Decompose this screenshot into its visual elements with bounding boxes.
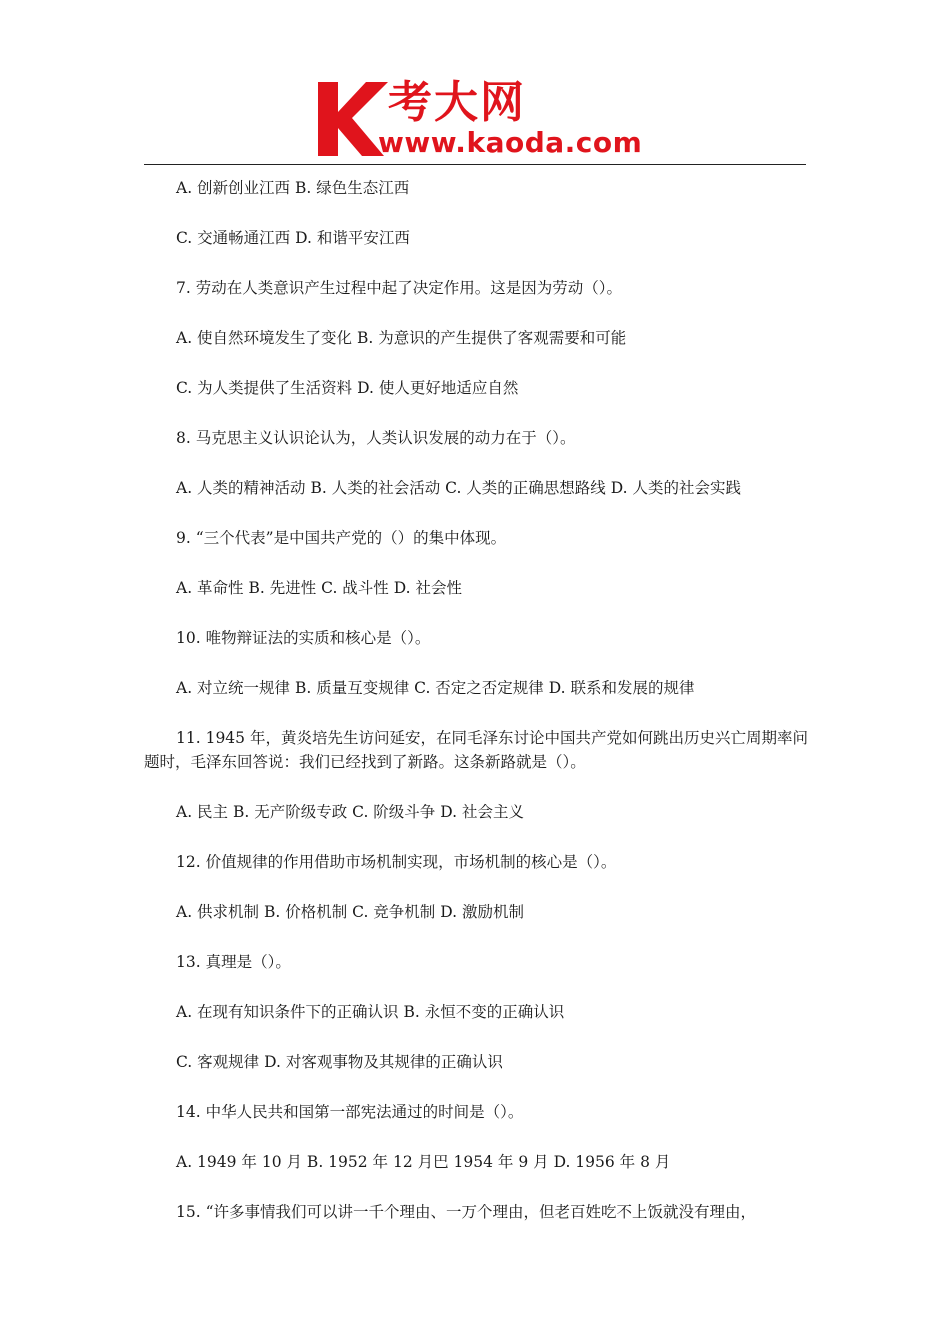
text-line: C. 交通畅通江西 D. 和谐平安江西 xyxy=(176,229,410,247)
header-divider xyxy=(144,164,806,165)
question-15: 15. “许多事情我们可以讲一千个理由、一万个理由，但老百姓吃不上饭就没有理由， xyxy=(176,1203,757,1221)
text-line: A. 革命性 B. 先进性 C. 战斗性 D. 社会性 xyxy=(176,579,462,597)
logo-brand-text: 考大网 xyxy=(388,77,526,128)
text-line: A. 供求机制 B. 价格机制 C. 竞争机制 D. 激励机制 xyxy=(176,903,524,921)
question-8: 8. 马克思主义认识论认为，人类认识发展的动力在于（）。 xyxy=(176,429,576,447)
logo-url-text: www.kaoda.com xyxy=(378,126,643,159)
text-line: A. 使自然环境发生了变化 B. 为意识的产生提供了客观需要和可能 xyxy=(176,329,627,347)
text-line: A. 人类的精神活动 B. 人类的社会活动 C. 人类的正确思想路线 D. 人类的社会实践 xyxy=(176,479,741,497)
text-line: A. 民主 B. 无产阶级专政 C. 阶级斗争 D. 社会主义 xyxy=(176,803,524,821)
question-9: 9. “三个代表”是中国共产党的（）的集中体现。 xyxy=(176,529,507,547)
question-12: 12. 价值规律的作用借助市场机制实现，市场机制的核心是（）。 xyxy=(176,853,617,871)
text-line: A. 1949 年 10 月 B. 1952 年 12 月巴 1954 年 9 月 D. 1956 年 8 月 xyxy=(176,1153,671,1171)
text-line: C. 为人类提供了生活资料 D. 使人更好地适应自然 xyxy=(176,379,519,397)
question-11: 11. 1945 年，黄炎培先生访问延安，在同毛泽东讨论中国共产党如何跳出历史兴亡周期率问题时，毛泽东回答说：我们已经找到了新路。这条新路就是（）。 xyxy=(144,729,808,771)
text-line: C. 客观规律 D. 对客观事物及其规律的正确认识 xyxy=(176,1053,503,1071)
text-line: A. 在现有知识条件下的正确认识 B. 永恒不变的正确认识 xyxy=(176,1003,565,1021)
question-10: 10. 唯物辩证法的实质和核心是（）。 xyxy=(176,629,431,647)
document-body xyxy=(144,172,808,1224)
text-line: A. 对立统一规律 B. 质量互变规律 C. 否定之否定规律 D. 联系和发展的规律 xyxy=(176,679,695,697)
question-14: 14. 中华人民共和国第一部宪法通过的时间是（）。 xyxy=(176,1103,524,1121)
kaoda-logo[interactable] xyxy=(312,78,642,160)
question-13: 13. 真理是（）。 xyxy=(176,953,291,971)
question-7: 7. 劳动在人类意识产生过程中起了决定作用。这是因为劳动（）。 xyxy=(176,279,622,297)
page-header xyxy=(0,0,950,170)
text-line: A. 创新创业江西 B. 绿色生态江西 xyxy=(176,179,410,197)
